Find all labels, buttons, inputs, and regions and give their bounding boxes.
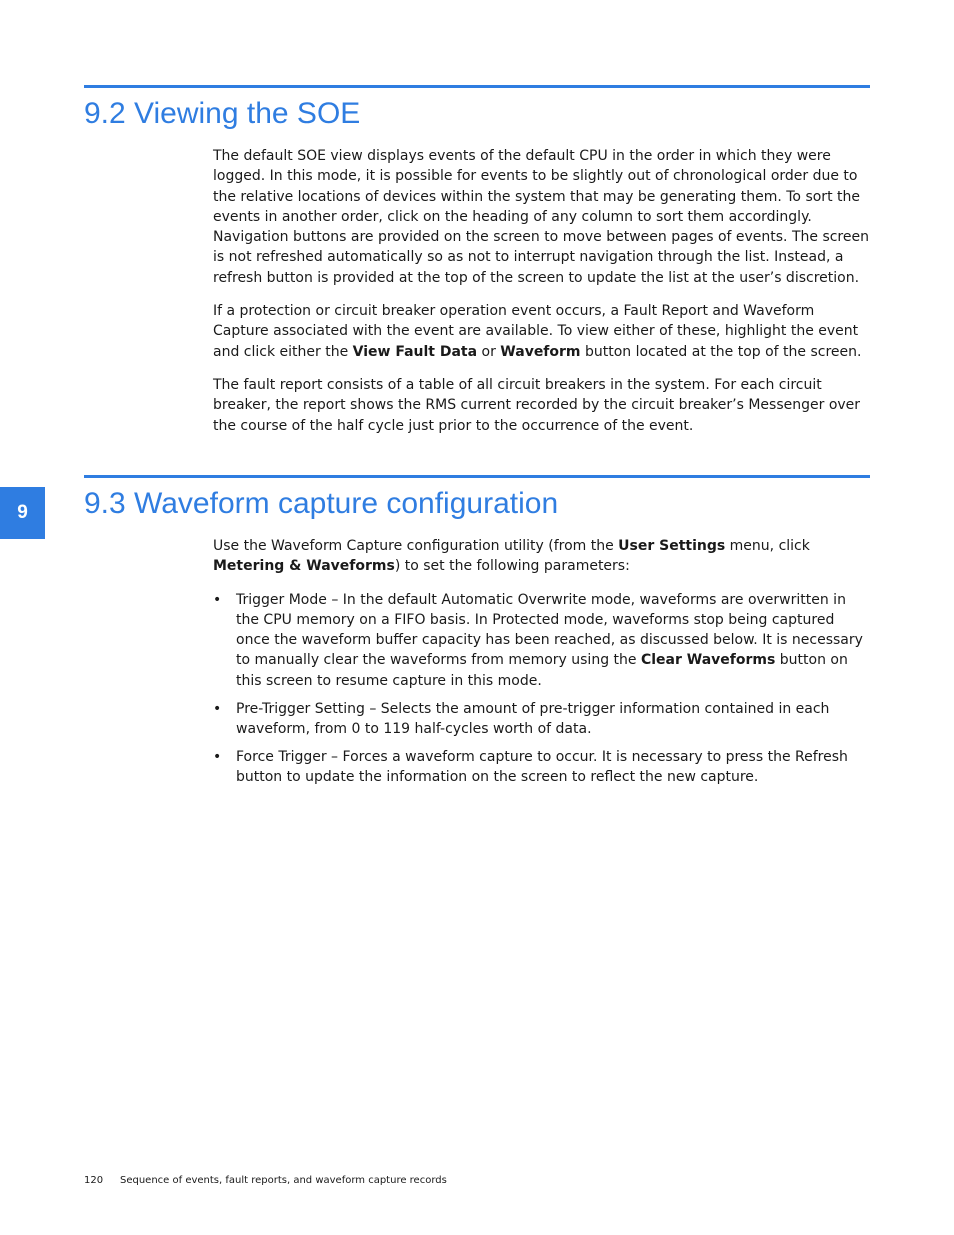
paragraph [213,536,870,577]
ui-term-metering-waveforms: Metering & Waveforms [213,558,395,575]
footer-title: Sequence of events, fault reports, and waveform capture records [120,1175,447,1186]
ui-term-waveform: Waveform [500,343,581,360]
text-run: menu, click [725,538,810,554]
section-divider [84,475,870,478]
bullet: • [213,591,222,608]
page-number: 120 [84,1175,104,1186]
text-run: button on this screen to resume capture in this mode. [236,652,848,689]
paragraph [213,301,870,362]
page-footer [84,1175,447,1186]
bullet: • [213,748,222,765]
list-item [213,747,870,788]
text-run: ) to set the following parameters: [394,558,630,575]
ui-term-view-fault-data: View Fault Data [352,343,478,360]
parameter-list [213,590,870,788]
list-item [213,699,870,740]
text-run: Trigger Mode – In the default Automatic Overwrite mode, waveforms are overwritten in the CPU memory on a FIFO basis. In Protected mode, waveforms stop being captured once the waveform buffer capacity has been reached, as discussed below. It is necessary to manually clear the waveforms from memory using the [236,591,863,669]
paragraph: The default SOE view displays events of the default CPU in the order in which they were logged. In this mode, it is possible for events to be slightly out of chronological order due to the relative locations of devices within the system that may be generating them. To sort the events in another order, click on the heading of any column to sort them accordingly. Navigation buttons are provided on the screen to move between pages of events. The screen is not refreshed automatically so as not to interrupt navigation through the list. Instead, a refresh button is provided at the top of the screen to update the list at the user’s discretion. [213,148,869,286]
bullet: • [213,700,222,717]
text-run: Use the Waveform Capture configuration utility (from the [213,538,619,554]
text-run: button located at the top of the screen. [580,343,862,360]
ui-term-user-settings: User Settings [618,538,726,554]
text-run: Pre-Trigger Setting – Selects the amount of pre-trigger information contained in each waveform, from 0 to 119 half-cycles worth of data. [236,700,830,737]
text-run: If a protection or circuit breaker operation event occurs, a Fault Report and Waveform Capture associated with the event are available. To view either of these, highlight the event and click either the [213,303,859,360]
list-item [213,590,870,691]
section-divider [84,85,870,88]
text-run: or [477,343,501,360]
ui-term-clear-waveforms: Clear Waveforms [640,652,776,669]
section-9-2-body [213,146,870,449]
section-9-3-body [213,536,870,795]
chapter-tab: 9 [0,487,45,539]
section-heading-9-3: 9.3 Waveform capture configuration [84,487,559,520]
paragraph: The fault report consists of a table of all circuit breakers in the system. For each circuit breaker, the report shows the RMS current recorded by the circuit breaker’s Messenger over the course of the half cycle just prior to the occurrence of the event. [213,376,861,434]
section-heading-9-2: 9.2 Viewing the SOE [84,97,361,130]
text-run: Force Trigger – Forces a waveform capture to occur. It is necessary to press the Refresh button to update the information on the screen to reflect the new capture. [236,748,848,785]
